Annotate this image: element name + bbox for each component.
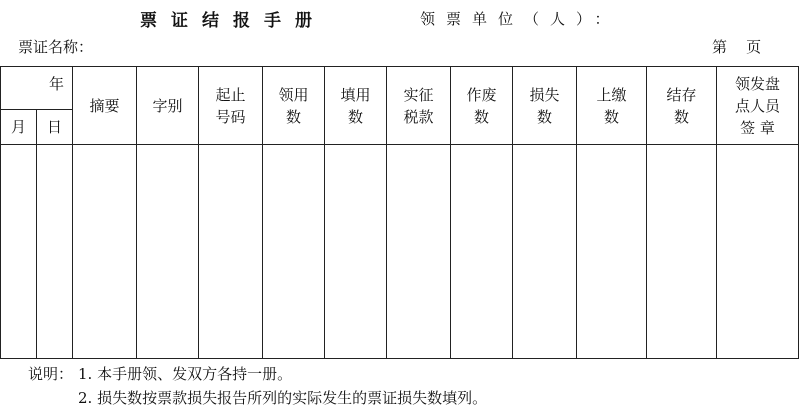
day-header: 日 [37, 110, 73, 145]
title-line [0, 4, 800, 30]
column-header-voided-count: 作废 数 [451, 67, 513, 145]
summary-cell [73, 145, 137, 359]
month-header: 月 [1, 110, 37, 145]
note-text: 2. 损失数按票款损失报告所列的实际发生的票证损失数填列。 [78, 389, 488, 407]
note-item [28, 386, 487, 410]
page-number-label: 第 页 [712, 38, 762, 56]
tax-collected-cell [387, 145, 451, 359]
ticket-name-label: 票证名称： [18, 38, 94, 56]
column-header-filled-count: 填用 数 [325, 67, 387, 145]
day-cell [37, 145, 73, 359]
month-cell [1, 145, 37, 359]
ledger-table [0, 66, 799, 359]
notes-prefix: 说明： [28, 365, 74, 383]
signature-cell [717, 145, 799, 359]
column-header-category: 字别 [137, 67, 199, 145]
filled-count-cell [325, 145, 387, 359]
table-row [1, 145, 799, 359]
name-line [0, 36, 800, 58]
column-header-submitted-count: 上缴 数 [577, 67, 647, 145]
column-header-loss-count: 损失 数 [513, 67, 577, 145]
column-header-summary: 摘要 [73, 67, 137, 145]
year-header: 年 [1, 67, 73, 110]
notes-section [28, 362, 487, 410]
note-item [28, 362, 487, 386]
note-text: 1. 本手册领、发双方各持一册。 [78, 365, 293, 383]
voided-count-cell [451, 145, 513, 359]
balance-count-cell [647, 145, 717, 359]
header-row [1, 67, 799, 110]
loss-count-cell [513, 145, 577, 359]
column-header-received-count: 领用 数 [263, 67, 325, 145]
issuing-unit-label: 领票单位（人）： [420, 10, 621, 28]
column-header-tax-collected: 实征 税款 [387, 67, 451, 145]
received-count-cell [263, 145, 325, 359]
document-title: 票证结报手册 [140, 11, 326, 31]
submitted-count-cell [577, 145, 647, 359]
column-header-balance-count: 结存 数 [647, 67, 717, 145]
column-header-signature: 领发盘 点人员 签 章 [717, 67, 799, 145]
category-cell [137, 145, 199, 359]
column-header-number-range: 起止 号码 [199, 67, 263, 145]
number-range-cell [199, 145, 263, 359]
